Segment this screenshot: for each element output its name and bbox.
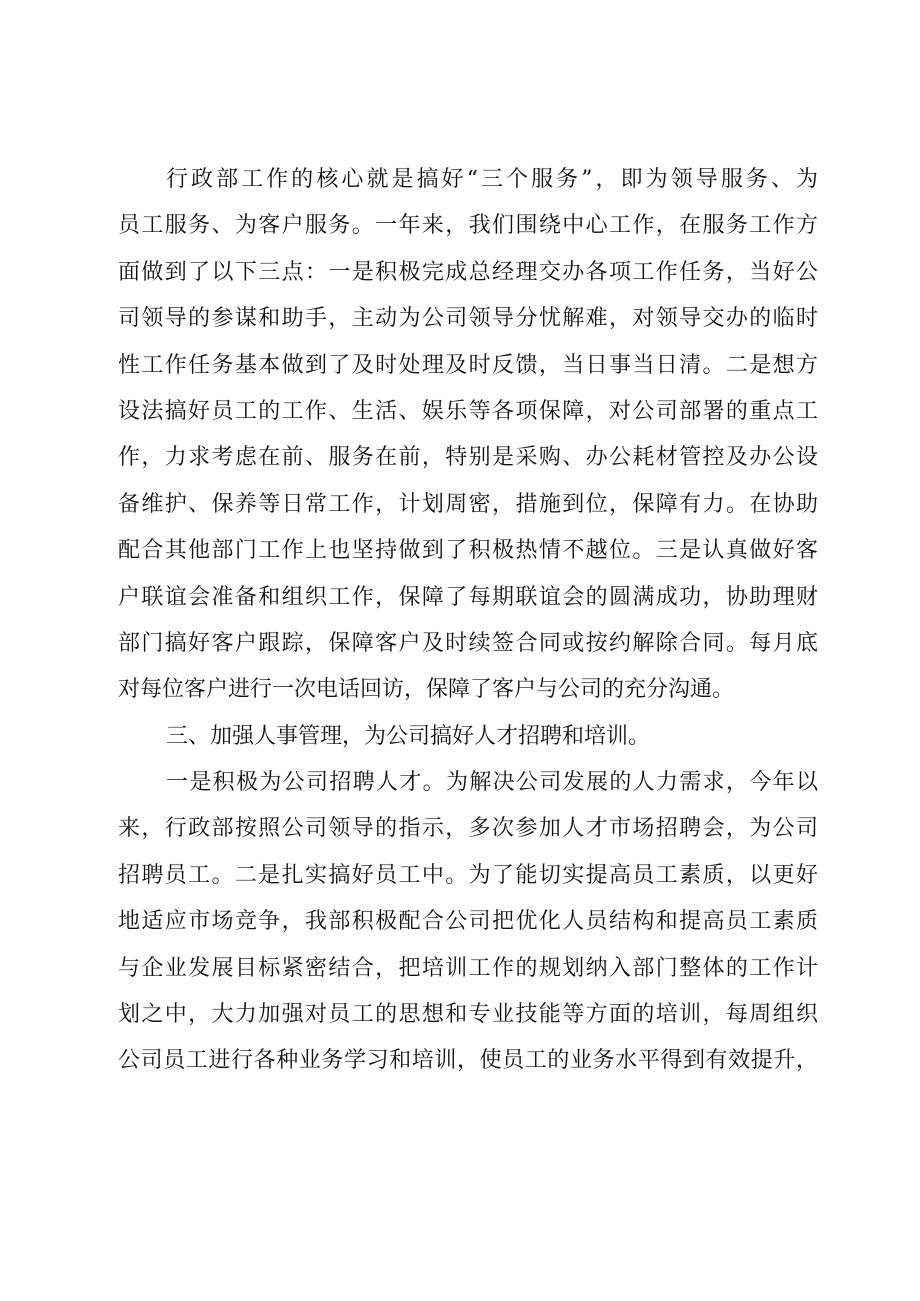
text-line: 员工服务、为客户服务。一年来，我们围绕中心工作，在服务工作方 xyxy=(118,213,818,239)
text-line: 作，力求考虑在前、服务在前，特别是采购、办公耗材管控及办公设 xyxy=(118,445,818,471)
text-line: 地适应市场竞争，我部积极配合公司把优化人员结构和提高员工素质 xyxy=(118,909,818,935)
text-line: 户联谊会准备和组织工作，保障了每期联谊会的圆满成功，协助理财 xyxy=(118,584,818,610)
text-line: 配合其他部门工作上也坚持做到了积极热情不越位。三是认真做好客 xyxy=(118,538,818,564)
heading-line: 三、加强人事管理，为公司搞好人才招聘和培训。 xyxy=(166,723,651,749)
text-line: 性工作任务基本做到了及时处理及时反馈，当日事当日清。二是想方 xyxy=(118,352,818,378)
text-line: 公司员工进行各种业务学习和培训，使员工的业务水平得到有效提升， xyxy=(118,1048,818,1074)
text-line: 与企业发展目标紧密结合，把培训工作的规划纳入部门整体的工作计 xyxy=(118,955,818,981)
text-line: 部门搞好客户跟踪，保障客户及时续签合同或按约解除合同。每月底 xyxy=(118,630,818,656)
text-line: 设法搞好员工的工作、生活、娱乐等各项保障，对公司部署的重点工 xyxy=(118,398,818,424)
paragraph-service xyxy=(118,157,818,714)
text-line: 司领导的参谋和助手，主动为公司领导分忧解难，对领导交办的临时 xyxy=(118,306,818,332)
text-line: 来，行政部按照公司领导的指示，多次参加人才市场招聘会，为公司 xyxy=(118,816,818,842)
text-line: 行政部工作的核心就是搞好“三个服务”，即为领导服务、为 xyxy=(166,167,818,192)
text-line: 备维护、保养等日常工作，计划周密，措施到位，保障有力。在协助 xyxy=(118,491,818,517)
section-heading xyxy=(118,714,818,760)
text-line: 一是积极为公司招聘人才。为解决公司发展的人力需求，今年以 xyxy=(166,770,818,796)
document-body xyxy=(118,157,818,1085)
text-line: 招聘员工。二是扎实搞好员工中。为了能切实提高员工素质，以更好 xyxy=(118,862,818,888)
text-line: 对每位客户进行一次电话回访，保障了客户与公司的充分沟通。 xyxy=(118,677,735,703)
paragraph-recruitment xyxy=(118,760,818,1085)
text-line: 划之中，大力加强对员工的思想和专业技能等方面的培训，每周组织 xyxy=(118,1002,818,1028)
text-line: 面做到了以下三点：一是积极完成总经理交办各项工作任务，当好公 xyxy=(118,259,818,285)
